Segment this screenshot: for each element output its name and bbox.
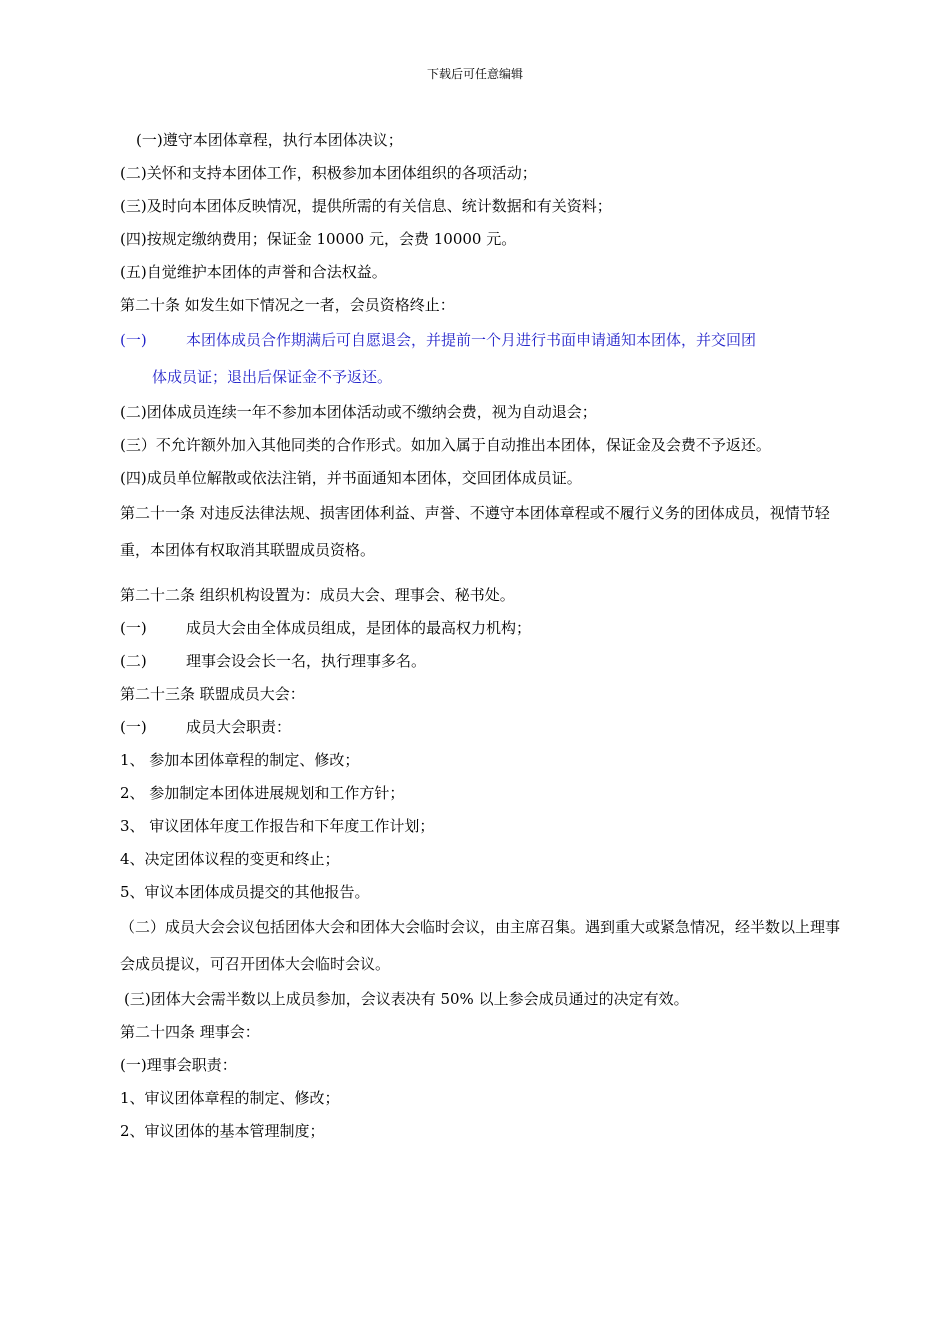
clause-line: (二)团体成员连续一年不参加本团体活动或不缴纳会费，视为自动退会； — [120, 403, 597, 421]
clause-line — [120, 645, 850, 678]
article-20: 第二十条 如发生如下情况之一者，会员资格终止： — [120, 296, 455, 314]
clause-text: 成员大会由全体成员组成，是团体的最高权力机构； — [186, 619, 532, 637]
list-item: 3、 审议团体年度工作报告和下年度工作计划； — [120, 817, 435, 835]
list-item: 2、审议团体的基本管理制度； — [120, 1122, 325, 1140]
clause-line — [120, 612, 850, 645]
clause-paragraph: （二）成员大会会议包括团体大会和团体大会临时会议，由主席召集。遇到重大或紧急情况，经半数以上理事会成员提议，可召开团体大会临时会议。 — [120, 918, 841, 973]
clause-line: (四)成员单位解散或依法注销，并书面通知本团体，交回团体成员证。 — [120, 469, 582, 487]
list-item: 1、审议团体章程的制定、修改； — [120, 1089, 340, 1107]
highlighted-clause — [120, 322, 850, 359]
clause-number: (一) — [120, 619, 147, 637]
article-22: 第二十二条 组织机构设置为：成员大会、理事会、秘书处。 — [120, 586, 515, 604]
clause-text: 理事会设会长一名，执行理事多名。 — [186, 652, 427, 670]
page-header: 下载后可任意编辑 — [426, 67, 523, 81]
clause-line: (三)及时向本团体反映情况，提供所需的有关信息、统计数据和有关资料； — [120, 197, 612, 215]
clause-line: (一)理事会职责： — [120, 1056, 237, 1074]
clause-line — [120, 711, 850, 744]
clause-line: (三)团体大会需半数以上成员参加，会议表决有 50% 以上参会成员通过的决定有效。 — [124, 990, 689, 1008]
highlighted-clause-continued: 体成员证；退出后保证金不予返还。 — [152, 368, 393, 386]
article-23: 第二十三条 联盟成员大会： — [120, 685, 305, 703]
document-body — [120, 124, 850, 1148]
clause-text: 本团体成员合作期满后可自愿退会，并提前一个月进行书面申请通知本团体，并交回团 — [186, 331, 757, 349]
clause-line: (二)关怀和支持本团体工作，积极参加本团体组织的各项活动； — [120, 164, 537, 182]
list-item: 5、审议本团体成员提交的其他报告。 — [120, 883, 370, 901]
clause-number: (二) — [120, 652, 147, 670]
clause-number: (一) — [120, 718, 147, 736]
clause-number: (一) — [120, 331, 147, 349]
clause-line: (一)遵守本团体章程，执行本团体决议； — [136, 131, 403, 149]
list-item: 1、 参加本团体章程的制定、修改； — [120, 751, 360, 769]
clause-line: (四)按规定缴纳费用；保证金 10000 元，会费 10000 元。 — [120, 230, 517, 248]
article-24: 第二十四条 理事会： — [120, 1023, 260, 1041]
clause-text: 成员大会职责： — [186, 718, 292, 736]
clause-line: (三）不允许额外加入其他同类的合作形式。如加入属于自动推出本团体，保证金及会费不予返还。 — [120, 436, 771, 454]
list-item: 4、决定团体议程的变更和终止； — [120, 850, 340, 868]
article-21: 第二十一条 对违反法律法规、损害团体利益、声誉、不遵守本团体章程或不履行义务的团体成员，视情节轻重，本团体有权取消其联盟成员资格。 — [120, 504, 830, 559]
clause-line: (五)自觉维护本团体的声誉和合法权益。 — [120, 263, 387, 281]
list-item: 2、 参加制定本团体进展规划和工作方针； — [120, 784, 405, 802]
